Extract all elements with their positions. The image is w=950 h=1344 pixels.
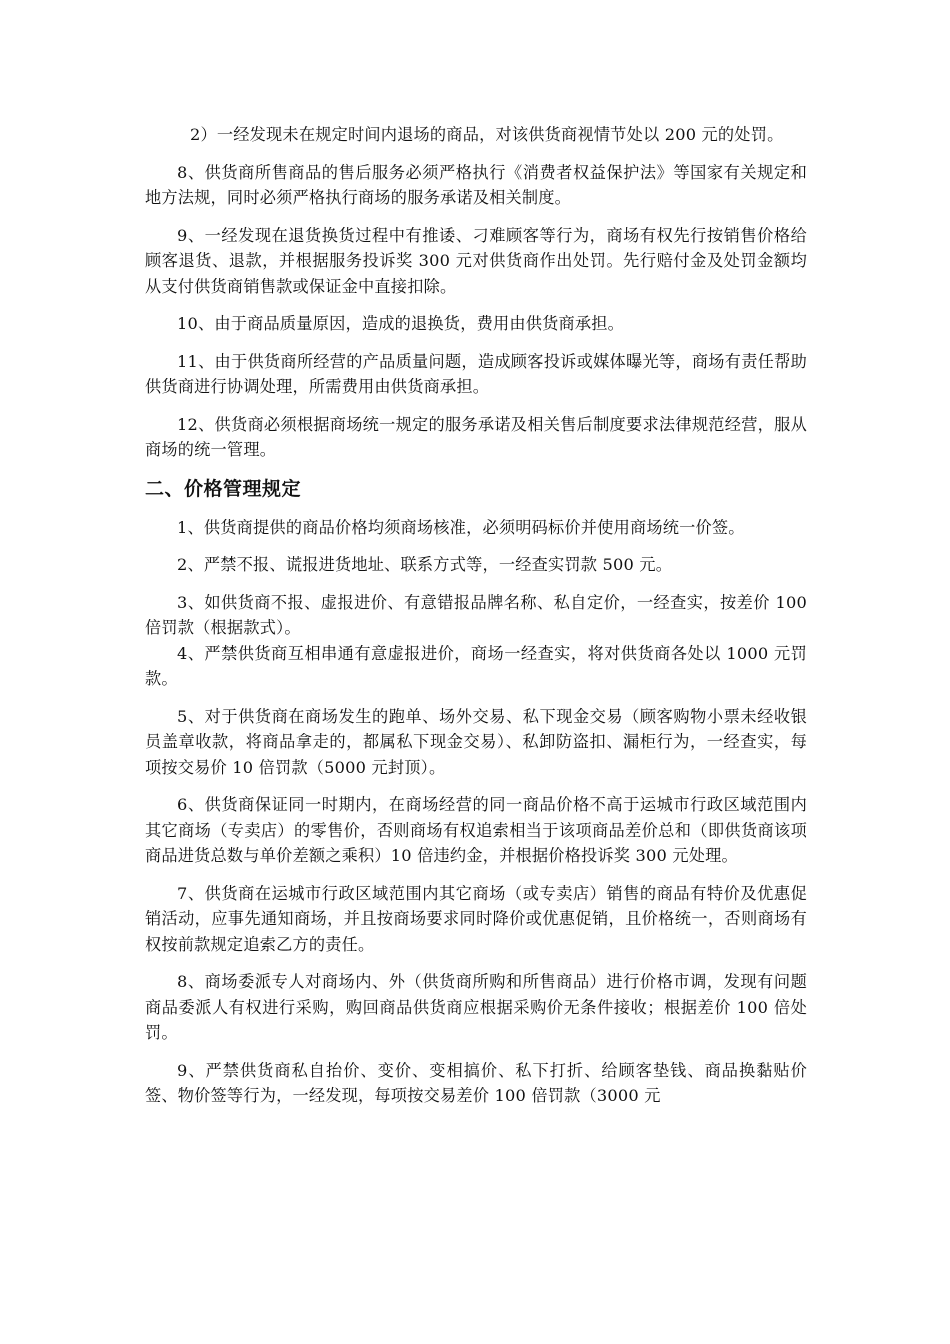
- paragraph-quality-complaint: 11、由于供货商所经营的产品质量问题，造成顾客投诉或媒体曝光等，商场有责任帮助供货商进行协调处理，所需费用由供货商承担。: [145, 351, 807, 396]
- paragraph-false-address: 2、严禁不报、谎报进货地址、联系方式等，一经查实罚款 500 元。: [177, 555, 673, 574]
- paragraph-lowest-price-guarantee: 6、供货商保证同一时期内，在商场经营的同一商品价格不高于运城市行政区域范围内其它商场（专卖店）的零售价，否则商场有权追索相当于该项商品差价总和（即供货商该项商品进货总数与单价差额之乘积）10 倍违约金，并根据价格投诉奖 300 元处理。: [145, 795, 807, 865]
- paragraph-service-commitment: 12、供货商必须根据商场统一规定的服务承诺及相关售后制度要求法律规范经营，服从商场的统一管理。: [145, 414, 807, 459]
- paragraph-return-penalty: 2）一经发现未在规定时间内退场的商品，对该供货商视情节处以 200 元的处罚。: [190, 125, 784, 144]
- paragraph-price-approval: 1、供货商提供的商品价格均须商场核准，必须明码标价并使用商场统一价签。: [177, 517, 745, 537]
- paragraph-private-transaction: 5、对于供货商在商场发生的跑单、场外交易、私下现金交易（顾客购物小票未经收银员盖章收款，将商品拿走的，都属私下现金交易）、私卸防盗扣、漏柜行为，一经查实，每项按交易价 10 倍罚款（5000 元封顶）。: [145, 706, 807, 777]
- paragraph-market-survey: 8、商场委派专人对商场内、外（供货商所购和所售商品）进行价格市调，发现有问题商品委派人有权进行采购，购回商品供货商应根据采购价无条件接收；根据差价 100 倍处罚。: [145, 972, 807, 1042]
- paragraph-promotion-notice: 7、供货商在运城市行政区域范围内其它商场（或专卖店）销售的商品有特价及优惠促销活动，应事先通知商场，并且按商场要求同时降价或优惠促销，且价格统一，否则商场有权按前款规定追索乙方的责任。: [145, 883, 807, 954]
- paragraph-price-manipulation: 9、严禁供货商私自抬价、变价、变相搞价、私下打折、给顾客垫钱、商品换黏贴价签、物价签等行为，一经发现，每项按交易差价 100 倍罚款（3000 元: [145, 1060, 807, 1105]
- paragraph-collusion: 4、严禁供货商互相串通有意虚报进价，商场一经查实，将对供货商各处以 1000 元罚款。: [145, 643, 807, 688]
- paragraph-after-sales-service: 8、供货商所售商品的售后服务必须严格执行《消费者权益保护法》等国家有关规定和地方法规，同时必须严格执行商场的服务承诺及相关制度。: [145, 162, 807, 207]
- document-body: [145, 122, 807, 1121]
- paragraph-false-purchase-price: 3、如供货商不报、虚报进价、有意错报品牌名称、私自定价，一经查实，按差价 100 倍罚款（根据款式）。: [145, 592, 807, 637]
- section-heading-price-management: 二、价格管理规定: [145, 477, 302, 500]
- paragraph-return-dispute: 9、一经发现在退货换货过程中有推诿、刁难顾客等行为，商场有权先行按销售价格给顾客退货、退款，并根据服务投诉奖 300 元对供货商作出处罚。先行赔付金及处罚金额均从支付供货商销售款或保证金中直接扣除。: [145, 225, 807, 296]
- paragraph-quality-return-cost: 10、由于商品质量原因，造成的退换货，费用由供货商承担。: [177, 314, 625, 333]
